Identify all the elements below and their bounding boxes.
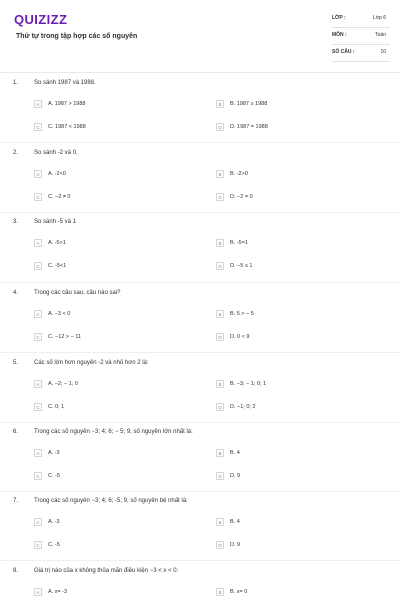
option-a[interactable] bbox=[34, 587, 67, 597]
meta-value: 10 bbox=[380, 49, 386, 55]
option-letter-box: C bbox=[34, 403, 42, 411]
option-text: C. -5 bbox=[48, 473, 60, 479]
option-d[interactable] bbox=[216, 540, 240, 550]
option-letter-box: A bbox=[34, 239, 42, 247]
option-a[interactable] bbox=[34, 448, 60, 458]
question-number: 8. bbox=[13, 568, 19, 574]
option-letter-box: B bbox=[216, 100, 224, 108]
option-letter-box: B bbox=[216, 588, 224, 596]
question-number: 4. bbox=[13, 290, 19, 296]
option-text: C. −12 > − 11 bbox=[48, 334, 82, 340]
option-text: D. −5 ≤ 1 bbox=[230, 263, 253, 269]
option-letter-box: D bbox=[216, 403, 224, 411]
option-b[interactable] bbox=[216, 448, 240, 458]
option-c[interactable] bbox=[34, 471, 60, 481]
question-number: 2. bbox=[13, 150, 19, 156]
option-letter-box: B bbox=[216, 239, 224, 247]
question-divider bbox=[0, 491, 400, 492]
option-text: B. 4 bbox=[230, 519, 240, 525]
option-letter-box: D bbox=[216, 472, 224, 480]
question-divider bbox=[0, 422, 400, 423]
option-letter-box: A bbox=[34, 380, 42, 388]
question-text: So sánh -2 và 0. bbox=[34, 150, 78, 156]
option-text: C. −2 ≠ 0 bbox=[48, 194, 71, 200]
option-letter-box: C bbox=[34, 262, 42, 270]
question-number: 3. bbox=[13, 219, 19, 225]
option-text: C. -5 bbox=[48, 542, 60, 548]
option-letter-box: D bbox=[216, 262, 224, 270]
option-letter-box: D bbox=[216, 541, 224, 549]
option-text: B. 4 bbox=[230, 450, 240, 456]
question-divider bbox=[0, 352, 400, 353]
option-b[interactable] bbox=[216, 238, 248, 248]
question-divider bbox=[0, 212, 400, 213]
option-letter-box: C bbox=[34, 472, 42, 480]
option-letter-box: C bbox=[34, 123, 42, 131]
option-c[interactable] bbox=[34, 332, 81, 342]
question-divider bbox=[0, 142, 400, 143]
question-number: 1. bbox=[13, 80, 19, 86]
quizizz-logo: QUIZIZZ bbox=[14, 12, 68, 27]
option-a[interactable] bbox=[34, 517, 60, 527]
option-letter-box: C bbox=[34, 193, 42, 201]
option-text: A. 1987 > 1988 bbox=[48, 101, 86, 107]
option-d[interactable] bbox=[216, 122, 268, 132]
meta-label: LỚP : bbox=[332, 15, 346, 21]
meta-value: Lớp 6 bbox=[372, 15, 386, 21]
question-text: Giá trị nào của x không thỏa mãn điều kiện −3 < x < 0: bbox=[34, 568, 179, 574]
option-text: D. 9 bbox=[230, 542, 241, 548]
option-letter-box: D bbox=[216, 193, 224, 201]
option-c[interactable] bbox=[34, 540, 60, 550]
question-text: Trong các số nguyên −3; 4; 6; -5; 9, số nguyên bé nhất là: bbox=[34, 498, 188, 504]
option-text: A. −2; − 1; 0 bbox=[48, 381, 78, 387]
option-d[interactable] bbox=[216, 402, 256, 412]
option-text: A. -2<0 bbox=[48, 171, 66, 177]
option-letter-box: A bbox=[34, 310, 42, 318]
option-letter-box: A bbox=[34, 449, 42, 457]
question-text: So sánh -5 và 1 bbox=[34, 219, 77, 225]
option-c[interactable] bbox=[34, 192, 70, 202]
option-a[interactable] bbox=[34, 169, 66, 179]
option-text: D. −2 = 0 bbox=[230, 194, 253, 200]
option-d[interactable] bbox=[216, 192, 253, 202]
option-letter-box: C bbox=[34, 541, 42, 549]
question-text: Trong các số nguyên −3; 4; 6; − 5; 9, số nguyên lớn nhất là: bbox=[34, 429, 193, 435]
option-text: D. 1987 = 1988 bbox=[230, 124, 268, 130]
question-number: 5. bbox=[13, 360, 19, 366]
question-number: 7. bbox=[13, 498, 19, 504]
option-b[interactable] bbox=[216, 99, 267, 109]
meta-label: MÔN : bbox=[332, 32, 347, 38]
option-text: D. 9 bbox=[230, 473, 241, 479]
option-text: D. 0 < 9 bbox=[230, 334, 250, 340]
option-letter-box: B bbox=[216, 380, 224, 388]
option-c[interactable] bbox=[34, 261, 66, 271]
worksheet-title: Thứ tự trong tập hợp các số nguyên bbox=[16, 33, 138, 40]
option-letter-box: B bbox=[216, 310, 224, 318]
option-text: B. -5=1 bbox=[230, 240, 248, 246]
option-d[interactable] bbox=[216, 332, 249, 342]
option-a[interactable] bbox=[34, 379, 78, 389]
option-c[interactable] bbox=[34, 122, 86, 132]
option-b[interactable] bbox=[216, 379, 266, 389]
meta-label: SỐ CÂU : bbox=[332, 49, 355, 55]
option-a[interactable] bbox=[34, 309, 70, 319]
option-a[interactable] bbox=[34, 238, 66, 248]
meta-value: Toán bbox=[375, 32, 386, 38]
option-b[interactable] bbox=[216, 169, 248, 179]
question-text: Các số lớn hơn nguyên -2 và nhỏ hơn 2 là: bbox=[34, 360, 149, 366]
option-text: B. 1987 ≥ 1988 bbox=[230, 101, 268, 107]
option-b[interactable] bbox=[216, 517, 240, 527]
option-letter-box: B bbox=[216, 518, 224, 526]
option-letter-box: B bbox=[216, 170, 224, 178]
option-text: D. −1; 0; 2 bbox=[230, 404, 256, 410]
option-letter-box: A bbox=[34, 100, 42, 108]
question-divider bbox=[0, 282, 400, 283]
option-text: C. 1987 < 1988 bbox=[48, 124, 86, 130]
option-text: B. -2>0 bbox=[230, 171, 248, 177]
question-text: Trong các câu sau, câu nào sai? bbox=[34, 290, 121, 296]
option-text: B. −3; − 1; 0; 1 bbox=[230, 381, 267, 387]
header-divider bbox=[0, 72, 400, 73]
worksheet-header bbox=[0, 0, 400, 70]
question-divider bbox=[0, 560, 400, 561]
option-text: C. 0; 1 bbox=[48, 404, 65, 410]
question-text: So sánh 1987 và 1988. bbox=[34, 80, 96, 86]
meta-info bbox=[332, 13, 390, 64]
option-d[interactable] bbox=[216, 261, 252, 271]
option-text: C. -5<1 bbox=[48, 263, 67, 269]
option-letter-box: C bbox=[34, 333, 42, 341]
question-number: 6. bbox=[13, 429, 19, 435]
meta-row-subject bbox=[332, 30, 390, 45]
option-a[interactable] bbox=[34, 99, 85, 109]
option-c[interactable] bbox=[34, 402, 64, 412]
option-text: A. -3 bbox=[48, 450, 60, 456]
option-letter-box: A bbox=[34, 170, 42, 178]
option-text: A. −3 < 0 bbox=[48, 311, 71, 317]
option-letter-box: D bbox=[216, 333, 224, 341]
option-b[interactable] bbox=[216, 587, 247, 597]
option-text: A. -3 bbox=[48, 519, 60, 525]
option-letter-box: B bbox=[216, 449, 224, 457]
option-letter-box: A bbox=[34, 518, 42, 526]
option-letter-box: A bbox=[34, 588, 42, 596]
option-text: B. x= 0 bbox=[230, 589, 248, 595]
meta-row-class bbox=[332, 13, 390, 28]
option-text: A. -5>1 bbox=[48, 240, 66, 246]
option-d[interactable] bbox=[216, 471, 240, 481]
option-text: A. x= -3 bbox=[48, 589, 68, 595]
option-letter-box: D bbox=[216, 123, 224, 131]
meta-row-count bbox=[332, 47, 390, 62]
option-b[interactable] bbox=[216, 309, 254, 319]
option-text: B. 5 > − 5 bbox=[230, 311, 254, 317]
